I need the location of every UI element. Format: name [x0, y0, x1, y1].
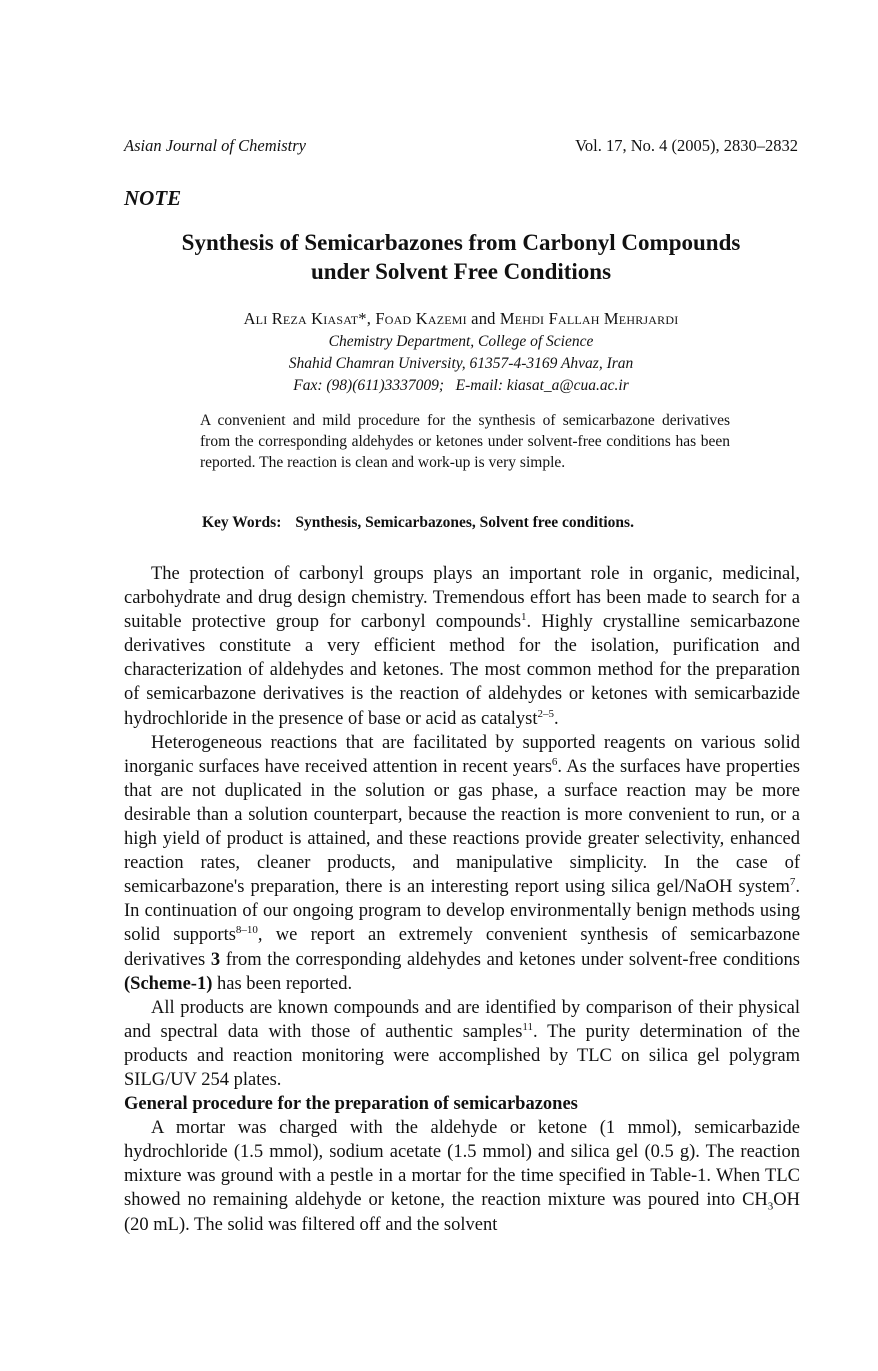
- citation-ref: 11: [522, 1020, 533, 1033]
- citation-ref: 2–5: [537, 707, 555, 720]
- text-run: from the corresponding aldehydes and ketones under solvent-free conditions: [220, 949, 800, 970]
- paragraph-3: [124, 996, 800, 1092]
- running-header: [124, 136, 798, 160]
- citation-ref: 1: [521, 611, 527, 624]
- citation-ref: 7: [789, 876, 796, 889]
- text-run: All products are known compounds and are identified by comparison of their physical and spectral data with those of authentic samples: [124, 997, 800, 1042]
- keywords-text: Synthesis, Semicarbazones, Solvent free conditions.: [295, 514, 634, 531]
- article-title: [124, 228, 798, 286]
- note-label: NOTE: [124, 186, 182, 210]
- author-1: Ali Reza Kiasat*: [243, 309, 367, 328]
- text-run: . Highly crystalline semicarbazone derivatives constitute a very efficient method for the isolation, purification and characterization of aldehydes and ketones. The most common method for the preparation of semicarbazone derivatives is the reaction of aldehydes or ketones with semicarbazide hydrochloride in the presence of base or acid as catalyst: [124, 612, 800, 729]
- affiliation-contact: Fax: (98)(611)3337009; E-mail: kiasat_a@cua.ac.ir: [293, 377, 629, 394]
- affiliation-department: Chemistry Department, College of Science: [328, 333, 594, 350]
- subscript: 3: [767, 1201, 774, 1214]
- paragraph-1: [124, 562, 800, 731]
- citation-ref: 8–10: [235, 924, 258, 937]
- paragraph-2: [124, 731, 800, 996]
- body-text: [124, 562, 800, 1237]
- keywords: [202, 514, 634, 532]
- text-run: has been reported.: [212, 973, 353, 994]
- title-line-2: under Solvent Free Conditions: [310, 259, 612, 284]
- author-separator-1: ,: [366, 309, 376, 328]
- citation-ref: 6: [551, 755, 558, 768]
- abstract: A convenient and mild procedure for the synthesis of semicarbazone derivatives from the corresponding aldehydes or ketones under solvent-free conditions has been reported. The reaction is clean and work-up is very simple.: [200, 412, 730, 471]
- paragraph-4: [124, 1116, 800, 1236]
- author-2: Foad Kazemi: [375, 309, 467, 328]
- section-heading: General procedure for the preparation of semicarbazones: [124, 1094, 578, 1115]
- text-run: . In continuation of our ongoing program to develop environmentally benign methods using solid supports: [124, 877, 800, 946]
- text-run: , we report an extremely convenient synthesis of semicarbazone derivatives: [124, 925, 800, 970]
- text-run: . The purity determination of the products and reaction monitoring were accomplished by TLC on silica gel polygram SILG/UV 254 plates.: [124, 1021, 800, 1090]
- affiliation-university: Shahid Chamran University, 61357-4-3169 Ahvaz, Iran: [288, 355, 634, 372]
- compound-number: 3: [210, 949, 221, 970]
- text-run: The protection of carbonyl groups plays an important role in organic, medicinal, carbohydrate and drug design chemistry. Tremendous effort has been made to search for a suitable protective group for carbonyl compounds: [124, 564, 800, 633]
- volume-info: Vol. 17, No. 4 (2005), 2830–2832: [575, 136, 798, 155]
- text-run: A mortar was charged with the aldehyde or ketone (1 mmol), semicarbazide hydrochloride (1.5 mmol), sodium acetate (1.5 mmol) and silica gel (0.5 g). The reaction mixture was ground with a pestle in a mortar for the time specified in Table-1. When TLC showed no remaining aldehyde or ketone, the reaction mixture was poured into CH: [124, 1118, 800, 1211]
- author-separator-2: and: [466, 309, 500, 328]
- author-list: [124, 309, 798, 329]
- keywords-label: Key Words:: [202, 514, 282, 531]
- text-run: OH (20 mL). The solid was filtered off and the solvent: [124, 1190, 800, 1235]
- journal-name: Asian Journal of Chemistry: [124, 136, 306, 155]
- author-3: Mehdi Fallah Mehrjardi: [499, 309, 679, 328]
- text-run: .: [554, 708, 559, 729]
- text-run: . As the surfaces have properties that are not duplicated in the solution or gas phase, a surface reaction may be more desirable than a solution counterpart, because the reaction is more convenient to run, or a high yield of product is attained, and these reactions provide greater selectivity, enhanced reaction rates, cleaner products, and manipulative simplicity. In the case of semicarbazone's preparation, there is an interesting report using silica gel/NaOH system: [124, 756, 800, 898]
- scheme-ref: (Scheme-1): [124, 973, 213, 994]
- text-run: Heterogeneous reactions that are facilitated by supported reagents on various solid inorganic surfaces have received attention in recent years: [124, 732, 800, 777]
- title-line-1: Synthesis of Semicarbazones from Carbonyl Compounds: [181, 230, 741, 255]
